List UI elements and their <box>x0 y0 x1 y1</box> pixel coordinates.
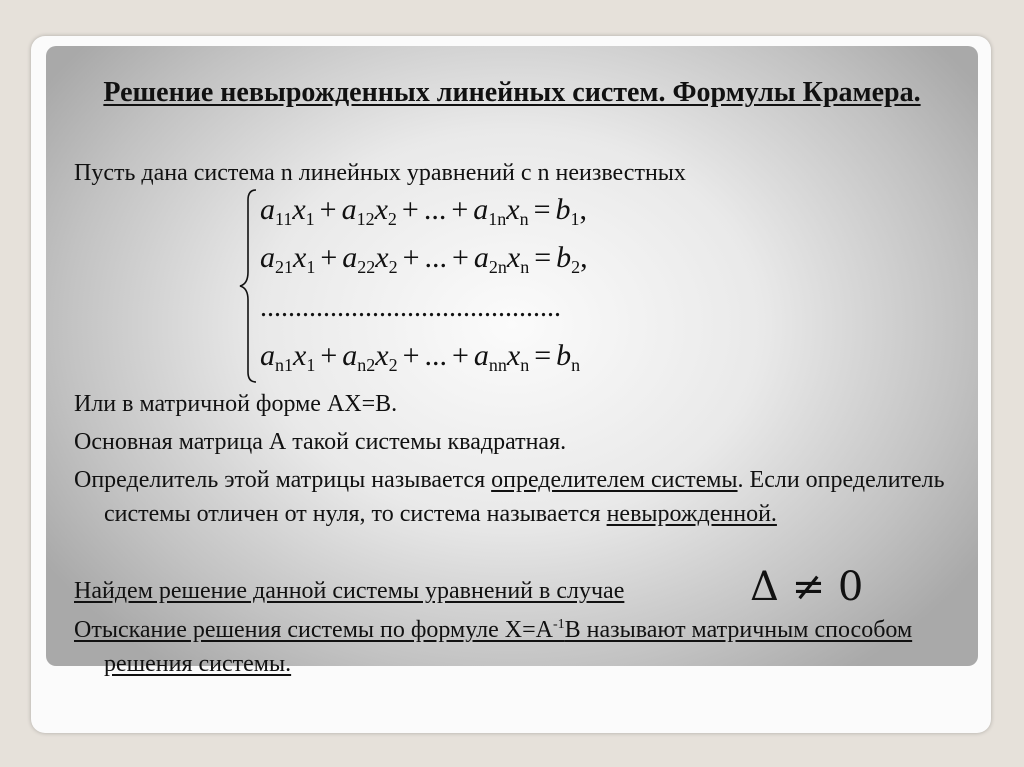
matrix-form-text: Или в матричной форме АХ=В. <box>74 391 398 417</box>
square-matrix-text: Основная матрица А такой системы квадратная. <box>74 429 567 455</box>
slide-title: Решение невырожденных линейных систем. Формулы Крамера. <box>103 77 921 108</box>
delta-not-zero-formula: Δ ≠ 0 <box>750 564 864 610</box>
equation-system <box>236 186 676 386</box>
equation-row-2: $a_{21}x_1 + a_{22}x_2$ + ... + $a_{2n}x_n = b_2$, <box>260 241 588 277</box>
equation-row-1: $a_{11}x_1 + a_{12}x_2$ + ... + $a_{1n}x_n = b_1$, <box>260 193 588 229</box>
intro-text: Пусть дана система n линейных уравнений с n неизвестных <box>74 160 686 186</box>
find-solution-text: Найдем решение данной системы уравнений в случае <box>74 578 625 604</box>
left-brace-icon <box>236 186 260 386</box>
equation-row-dotted: ........................................... <box>260 292 561 323</box>
determinant-paragraph: Определитель этой матрицы называется определителем системы. Если определитель системы отличен от нуля, то система называется невырожденной. <box>74 467 945 527</box>
equation-row-n: $a_{n1}x_1 + a_{n2}x_2$ + ... + $a_{nn}x_n = b_n$ <box>260 339 581 375</box>
matrix-method-paragraph: Отыскание решения системы по формуле $Х=А^{-1}В$ называют матричным способом решения системы. <box>74 617 913 677</box>
term-system-determinant: определителем системы <box>491 467 738 493</box>
term-nondegenerate: невырожденной. <box>606 501 777 527</box>
